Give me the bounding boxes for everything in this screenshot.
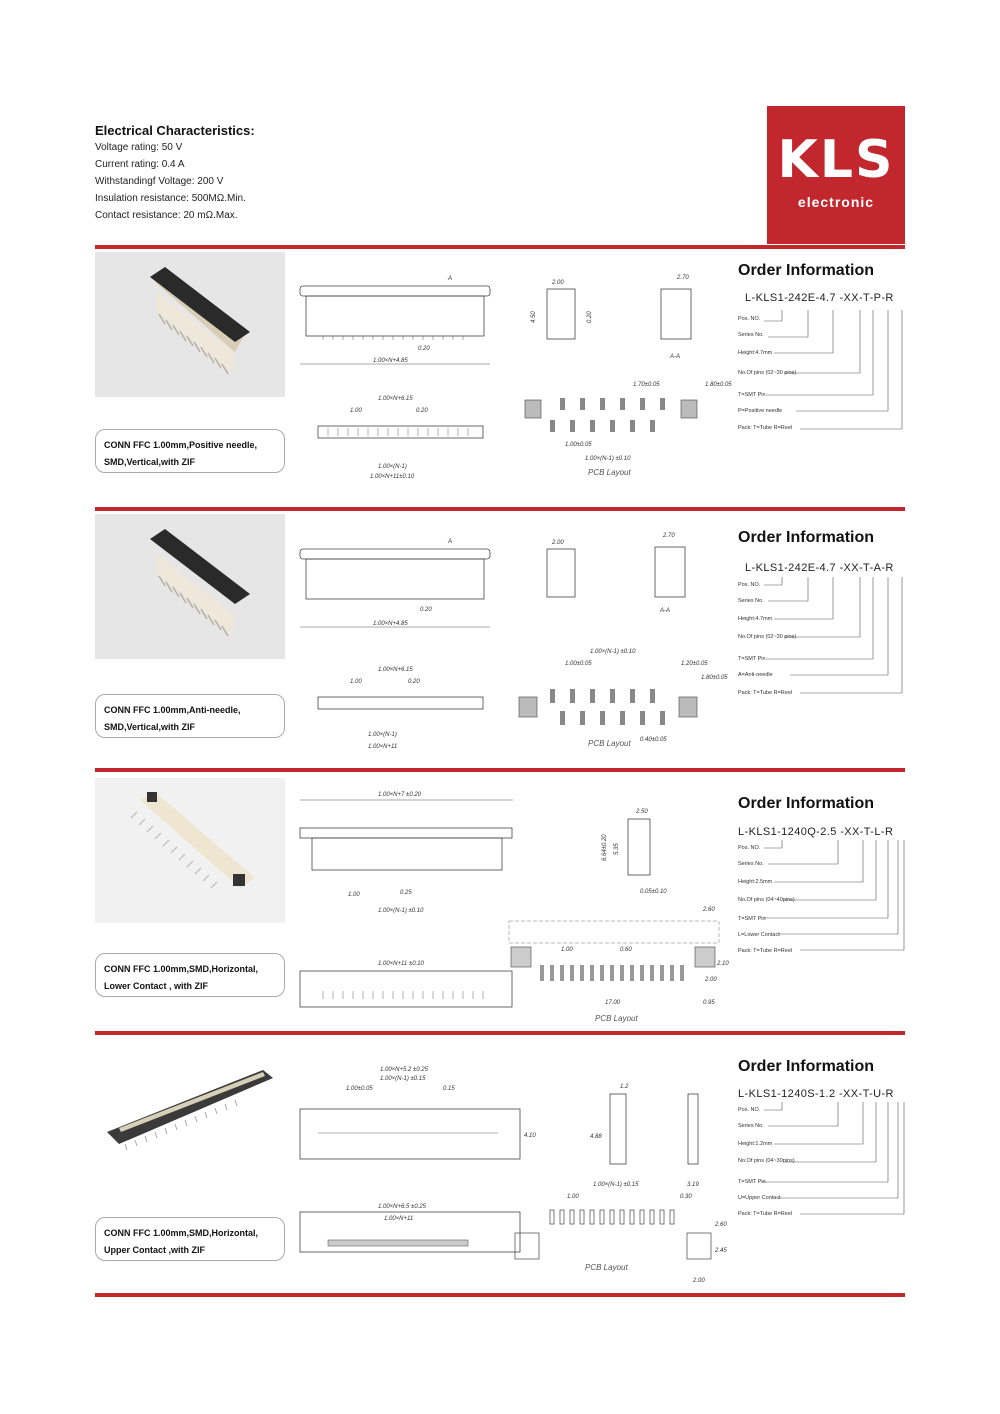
pcb-layout-drawing-1 <box>505 378 730 478</box>
product-label-3 <box>95 953 285 997</box>
divider <box>95 768 905 772</box>
order-info-title-3: Order Information <box>738 795 875 812</box>
pcb-layout-label: PCB Layout <box>588 468 631 477</box>
label-line-2: SMD,Vertical,with ZIF <box>104 722 196 732</box>
order-field: No.Of pins (02~30 pins) <box>738 370 797 376</box>
order-field: Height:1.2mm <box>738 1141 773 1147</box>
dim-text: 2.60 <box>715 1222 727 1228</box>
order-field: Pack: T=Tube R=Reel <box>738 425 793 431</box>
dim-text: 2.45 <box>715 1248 727 1254</box>
front-view-drawing-1 <box>298 272 498 372</box>
dim-text: 1.00×N+4.85 <box>373 358 408 364</box>
dim-text: 1.00 <box>567 1194 579 1200</box>
pcb-layout-drawing-2 <box>505 645 730 750</box>
pcb-layout-label: PCB Layout <box>588 739 631 748</box>
order-field: T=SMT Pin <box>738 656 766 662</box>
dim-text: 1.00×N+6.5 ±0.25 <box>378 1204 426 1210</box>
dim-text: 1.00 <box>350 408 362 414</box>
order-field: T=SMT Pin <box>738 1179 766 1185</box>
order-field: No.Of pins (02~30 pins) <box>738 634 797 640</box>
dim-text: 1.00×N+4.85 <box>373 621 408 627</box>
order-field: Series No. <box>738 332 764 338</box>
side-view-drawing-4 <box>590 1080 700 1170</box>
dim-text: 1.00×N+5.2 ±0.25 <box>380 1067 428 1073</box>
pcb-layout-label: PCB Layout <box>595 1014 638 1023</box>
front-view-drawing-4 <box>298 1063 536 1163</box>
side-view-drawing-3 <box>590 805 680 900</box>
dim-text: 1.00×(N-1) ±0.10 <box>378 908 424 914</box>
dim-text: 0.20 <box>418 346 430 352</box>
order-field: Height:4.7mm <box>738 616 773 622</box>
dim-text: 0.20 <box>416 408 428 414</box>
front-view-drawing-2 <box>298 535 498 635</box>
dim-text: A <box>448 276 453 282</box>
product-photo-2 <box>95 514 285 659</box>
dim-text: 5.35 <box>614 843 620 855</box>
divider <box>95 245 905 249</box>
dim-text: 0.30 <box>680 1194 692 1200</box>
dim-text: 2.00 <box>693 1278 705 1284</box>
order-info-title-4: Order Information <box>738 1058 875 1075</box>
dim-text: 0.05±0.10 <box>640 889 667 895</box>
product-label-4 <box>95 1217 285 1261</box>
dim-text: 4.50 <box>531 311 537 323</box>
label-line-2: SMD,Vertical,with ZIF <box>104 457 196 467</box>
dim-text: 1.00×N+6.15 <box>378 396 413 402</box>
dim-text: 1.00×N+11 ±0.10 <box>378 961 424 967</box>
top-view-drawing-2 <box>298 663 498 753</box>
order-field: Pos. NO. <box>738 1107 761 1113</box>
dim-text: 1.00×N+11 <box>384 1216 414 1222</box>
dim-text: 1.00 <box>561 947 573 953</box>
dim-text: 2.70 <box>663 533 675 539</box>
product-photo-1 <box>95 252 285 397</box>
kls-logo <box>767 106 905 244</box>
dim-text: 4.10 <box>524 1133 536 1139</box>
dim-text: 1.80±0.05 <box>705 382 732 388</box>
dim-text: 0.20 <box>420 607 432 613</box>
insulation-resistance: Insulation resistance: 500MΩ.Min. <box>95 193 246 204</box>
order-code-3: L-KLS1-1240Q-2.5 -XX-T-L-R <box>738 826 894 838</box>
dim-text: 0.15 <box>443 1086 455 1092</box>
order-field: Height:2.5mm <box>738 879 773 885</box>
dim-text: 0.40±0.05 <box>640 737 667 743</box>
dim-text: 1.00×N+6.15 <box>378 667 413 673</box>
order-field: L=Lower Contact <box>738 932 780 938</box>
dim-text: 2.00 <box>552 540 564 546</box>
pcb-layout-label: PCB Layout <box>585 1263 628 1272</box>
dim-text: 1.70±0.05 <box>633 382 660 388</box>
dim-text: 17.00 <box>605 1000 621 1006</box>
dim-text: 1.00×(N-1) ±0.10 <box>585 456 631 462</box>
order-field: Series No. <box>738 1123 764 1129</box>
dim-text: A-A <box>670 354 681 360</box>
order-field: T=SMT Pin <box>738 392 766 398</box>
order-field: P=Positive needle <box>738 408 783 414</box>
dim-text: 1.00×(N-1) ±0.10 <box>590 649 636 655</box>
dim-text: 1.00×(N-1) ±0.15 <box>593 1182 639 1188</box>
divider <box>95 507 905 511</box>
dim-text: 1.00×(N-1) <box>368 732 397 738</box>
dim-text: 1.00×(N-1) <box>378 464 407 470</box>
order-field: Pack: T=Tube R=Reel <box>738 948 793 954</box>
dim-text: 6.64±0.20 <box>602 834 608 861</box>
dim-text: 2.50 <box>636 809 648 815</box>
dim-text: 2.60 <box>703 907 715 913</box>
dim-text: 4.88 <box>590 1134 602 1140</box>
dim-text: 0.20 <box>587 311 593 323</box>
current-rating: Current rating: 0.4 A <box>95 159 185 170</box>
dim-text: 1.00±0.05 <box>565 661 592 667</box>
divider <box>95 1031 905 1035</box>
order-info-title-2: Order Information <box>738 529 875 546</box>
product-photo-3 <box>95 778 285 923</box>
front-view-drawing-3 <box>298 788 518 918</box>
order-field: No.Of pins (04~30pins) <box>738 1158 795 1164</box>
contact-resistance: Contact resistance: 20 mΩ.Max. <box>95 210 238 221</box>
label-line-1: CONN FFC 1.00mm,Positive needle, <box>104 440 258 450</box>
dim-text: 1.2 <box>620 1084 629 1090</box>
divider <box>95 1293 905 1297</box>
dim-text: A <box>448 539 453 545</box>
dim-text: 1.00×N+11±0.10 <box>370 474 415 480</box>
order-code-1: L-KLS1-242E-4.7 -XX-T-P-R <box>745 292 894 304</box>
electrical-title: Electrical Characteristics: <box>95 123 255 138</box>
dim-text: 1.00×(N-1) ±0.15 <box>380 1076 426 1082</box>
side-view-drawing-1 <box>515 275 715 360</box>
label-line-2: Lower Contact , with ZIF <box>104 981 208 991</box>
top-view-drawing-3 <box>298 957 518 1017</box>
order-field: T=SMT Pin <box>738 916 766 922</box>
dim-text: 0.20 <box>408 679 420 685</box>
product-label-1 <box>95 429 285 473</box>
order-info-title-1: Order Information <box>738 262 875 279</box>
order-field: A=Anti-needle <box>738 672 773 678</box>
order-field: Height:4.7mm <box>738 350 773 356</box>
order-field: Pos. NO. <box>738 845 761 851</box>
order-field: Pos. NO. <box>738 582 761 588</box>
dim-text: 1.20±0.05 <box>681 661 708 667</box>
order-code-4: L-KLS1-1240S-1.2 -XX-T-U-R <box>738 1088 894 1100</box>
label-line-1: CONN FFC 1.00mm,SMD,Horizontal, <box>104 964 259 974</box>
top-view-drawing-4 <box>298 1200 523 1260</box>
dim-text: 0.25 <box>400 890 412 896</box>
product-photo-4 <box>95 1040 285 1185</box>
dim-text: 1.00 <box>350 679 362 685</box>
dim-text: 1.80±0.05 <box>701 675 728 681</box>
dim-text: 0.60 <box>620 947 632 953</box>
dim-text: 2.10 <box>717 961 729 967</box>
dim-text: 3.19 <box>687 1182 699 1188</box>
top-view-drawing-1 <box>298 390 498 485</box>
order-code-2: L-KLS1-242E-4.7 -XX-T-A-R <box>745 562 894 574</box>
voltage-rating: Voltage rating: 50 V <box>95 142 183 153</box>
pcb-layout-drawing-4 <box>505 1178 730 1288</box>
dim-text: 1.00×N+7 ±0.20 <box>378 792 421 798</box>
logo-sub-text: electronic <box>797 194 875 210</box>
logo-main-text: KLS <box>777 130 895 190</box>
product-label-2 <box>95 694 285 738</box>
order-field: Series No. <box>738 598 764 604</box>
label-line-2: Upper Contact ,with ZIF <box>104 1245 205 1255</box>
order-field: Pos. NO. <box>738 316 761 322</box>
dim-text: 1.00±0.05 <box>565 442 592 448</box>
order-info-leaders-2 <box>738 575 908 705</box>
pcb-layout-drawing-3 <box>505 905 730 1025</box>
dim-text: A-A <box>660 608 671 614</box>
dim-text: 0.95 <box>703 1000 715 1006</box>
label-line-1: CONN FFC 1.00mm,Anti-needle, <box>104 705 241 715</box>
withstanding-voltage: Withstandingf Voltage: 200 V <box>95 176 224 187</box>
dim-text: 1.00 <box>348 892 360 898</box>
dim-text: 2.00 <box>705 977 717 983</box>
side-view-drawing-2 <box>515 533 715 613</box>
order-field: No.Of pins (04~40pins) <box>738 897 795 903</box>
order-field: Series No. <box>738 861 764 867</box>
order-field: U=Upper Contact <box>738 1195 781 1201</box>
label-line-1: CONN FFC 1.00mm,SMD,Horizontal, <box>104 1228 259 1238</box>
dim-text: 2.70 <box>677 275 689 281</box>
order-field: Pack: T=Tube R=Reel <box>738 1211 793 1217</box>
dim-text: 1.00×N+11 <box>368 744 398 750</box>
dim-text: 1.00±0.05 <box>346 1086 373 1092</box>
order-field: Pack: T=Tube R=Reel <box>738 690 793 696</box>
dim-text: 2.00 <box>552 280 564 286</box>
